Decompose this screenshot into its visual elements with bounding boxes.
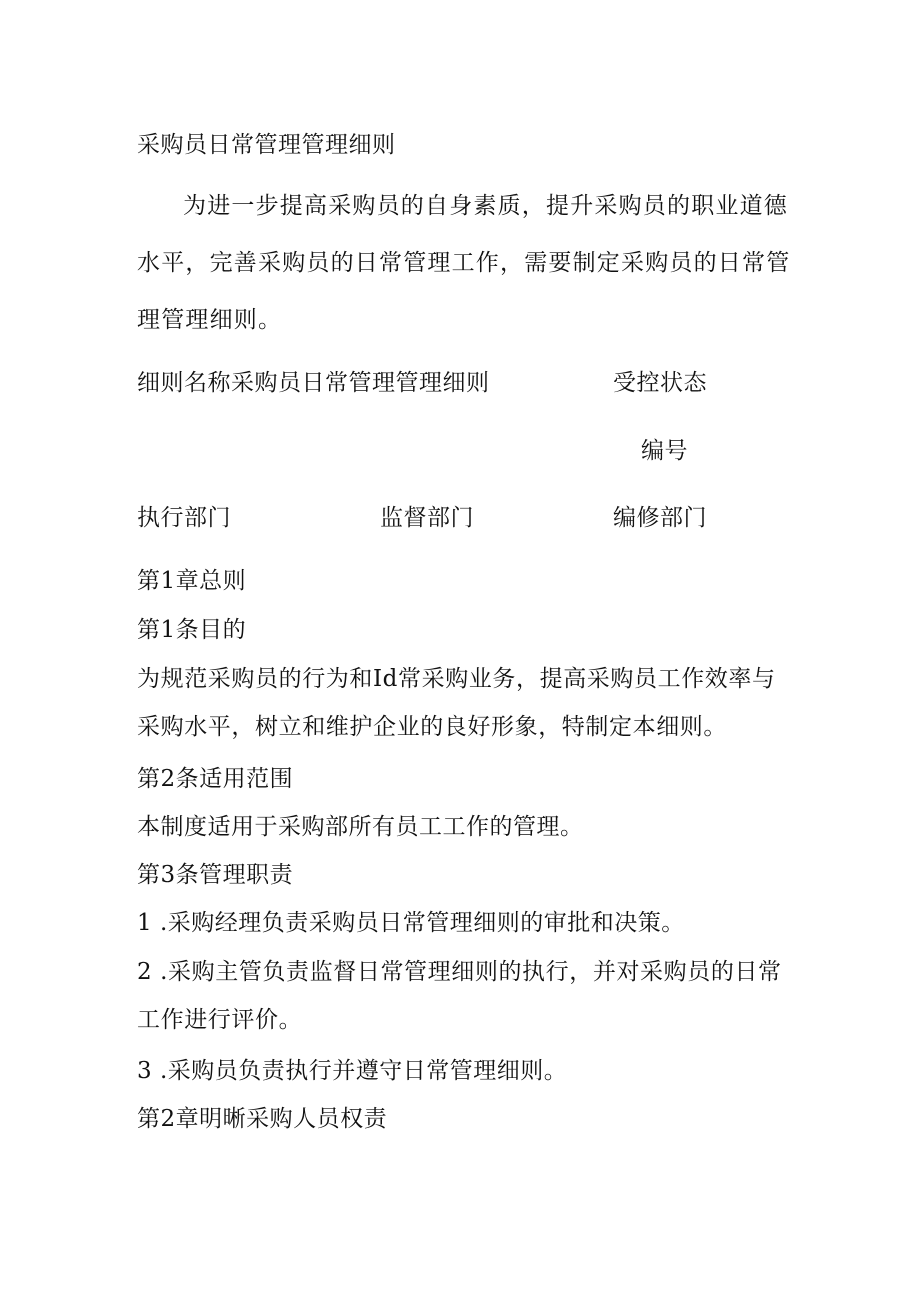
article1-text: 为规范采购员的行为和Id常采购业务，提高采购员工作效率与采购水平，树立和维护企业的良好形象，特制定本细则。 (137, 666, 776, 740)
article3-item1: 1 .采购经理负责采购员日常管理细则的审批和决策。 (137, 910, 685, 936)
control-status-label: 受控状态 (613, 370, 707, 396)
chapter1-title: 第1章总则 (137, 568, 247, 594)
article3-item2: 2 .采购主管负责监督日常管理细则的执行，并对采购员的日常工作进行评价。 (137, 959, 782, 1033)
exec-dept-label: 执行部门 (137, 505, 231, 531)
article2-title: 第2条适用范围 (137, 766, 294, 792)
supervise-dept-label: 监督部门 (380, 505, 474, 531)
number-label: 编号 (641, 438, 688, 464)
article3-item3: 3 .采购员负责执行并遵守日常管理细则。 (137, 1058, 568, 1084)
intro-paragraph: 为进一步提高采购员的自身素质，提升采购员的职业道德水平，完善采购员的日常管理工作，需要制定采购员的日常管理管理细则。 (137, 193, 791, 333)
rule-name-label: 细则名称采购员日常管理管理细则 (137, 370, 490, 396)
article2-text: 本制度适用于采购部所有员工工作的管理。 (137, 814, 584, 840)
document-title: 采购员日常管理管理细则 (137, 132, 396, 158)
edit-dept-label: 编修部门 (613, 505, 707, 531)
chapter2-title: 第2章明晰采购人员权责 (137, 1106, 388, 1132)
article3-title: 第3条管理职责 (137, 862, 294, 888)
article1-title: 第1条目的 (137, 617, 247, 643)
